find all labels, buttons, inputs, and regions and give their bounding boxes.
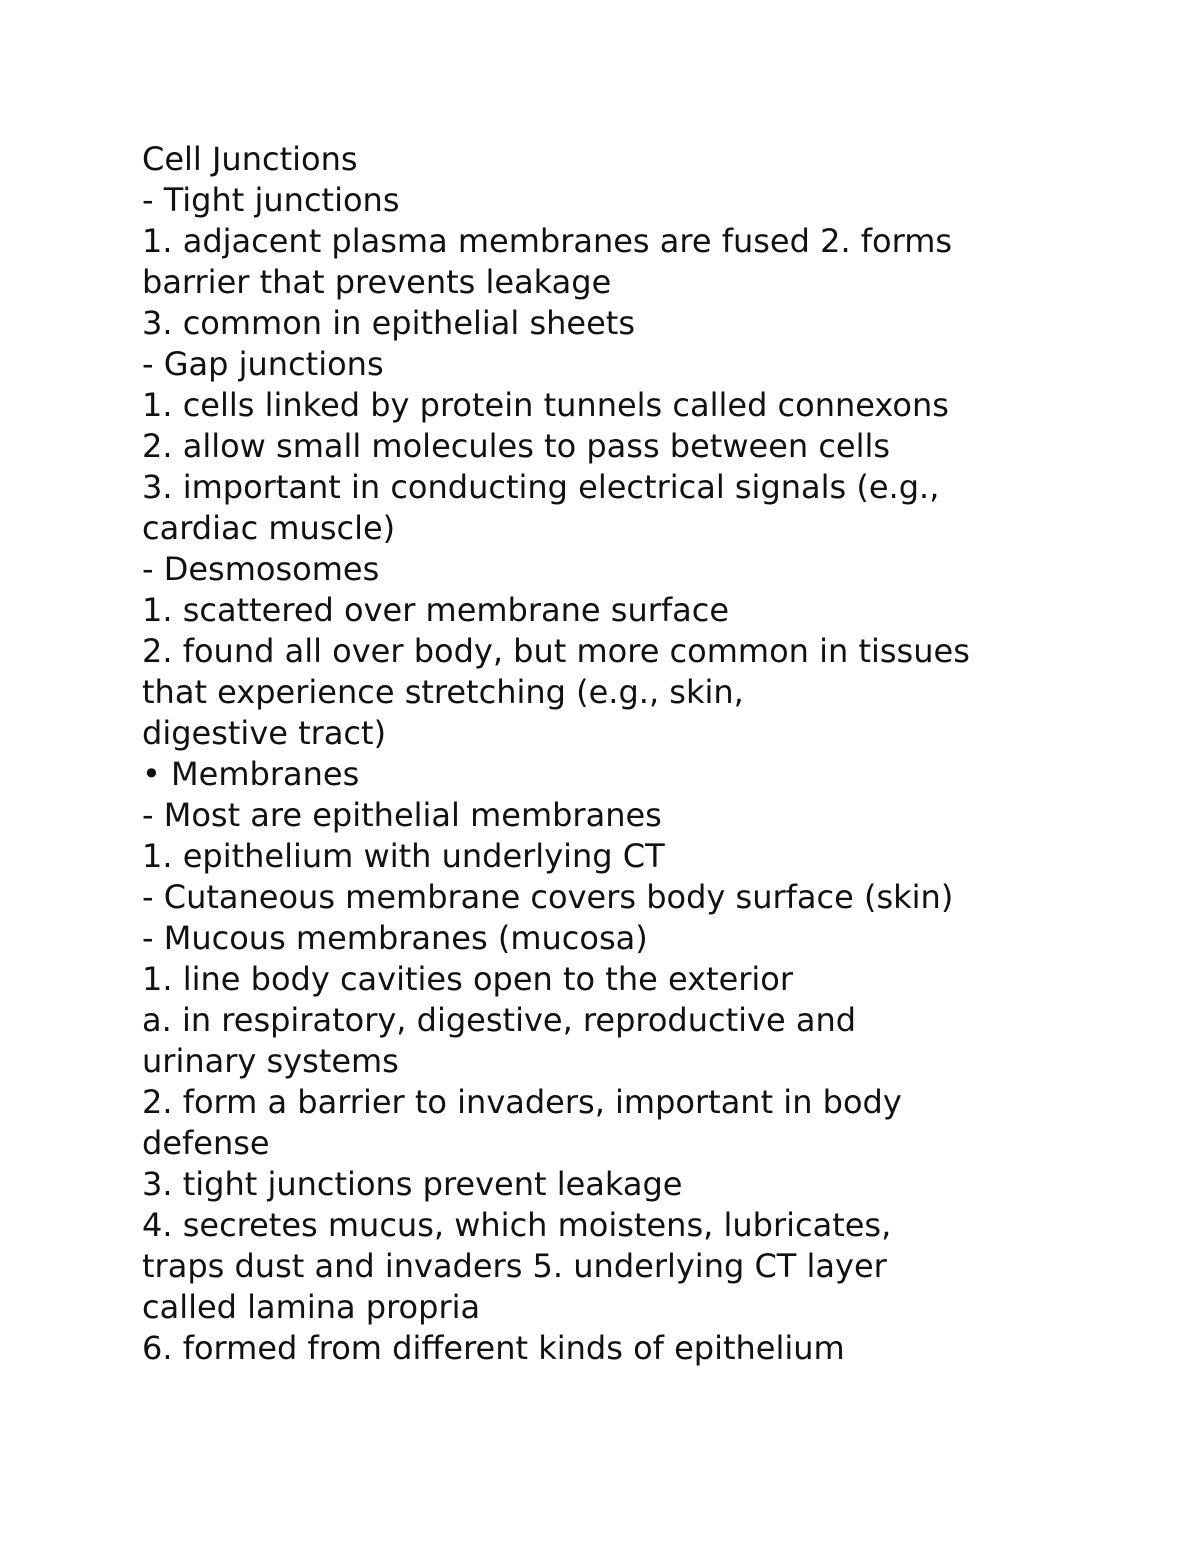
text-line: - Most are epithelial membranes <box>142 796 662 834</box>
text-line: urinary systems <box>142 1042 399 1080</box>
text-line: a. in respiratory, digestive, reproductive and <box>142 1001 857 1039</box>
text-line: cardiac muscle) <box>142 509 396 547</box>
text-line: 3. common in epithelial sheets <box>142 304 635 342</box>
text-line: 2. form a barrier to invaders, important in body <box>142 1083 902 1121</box>
text-line: 1. cells linked by protein tunnels called connexons <box>142 386 949 424</box>
text-line: traps dust and invaders 5. underlying CT layer <box>142 1247 887 1285</box>
text-line: 6. formed from different kinds of epithelium <box>142 1329 845 1367</box>
text-line: 2. found all over body, but more common in tissues <box>142 632 970 670</box>
text-line: defense <box>142 1124 270 1162</box>
document-text <box>142 139 1082 1369</box>
text-line: - Cutaneous membrane covers body surface (skin) <box>142 878 954 916</box>
text-line: 2. allow small molecules to pass between cells <box>142 427 891 465</box>
text-line: 3. important in conducting electrical signals (e.g., <box>142 468 940 506</box>
text-line: called lamina propria <box>142 1288 481 1326</box>
section-membranes: • Membranes <box>142 755 360 793</box>
text-line: 4. secretes mucus, which moistens, lubricates, <box>142 1206 892 1244</box>
text-line: 1. scattered over membrane surface <box>142 591 730 629</box>
section-gap-junctions: - Gap junctions <box>142 345 384 383</box>
text-line: barrier that prevents leakage <box>142 263 612 301</box>
text-line: - Mucous membranes (mucosa) <box>142 919 648 957</box>
text-line: 1. epithelium with underlying CT <box>142 837 665 875</box>
section-tight-junctions: - Tight junctions <box>142 181 400 219</box>
text-line: 1. adjacent plasma membranes are fused 2. forms <box>142 222 953 260</box>
text-line: that experience stretching (e.g., skin, <box>142 673 744 711</box>
document-title: Cell Junctions <box>142 140 358 178</box>
text-line: 1. line body cavities open to the exterior <box>142 960 794 998</box>
text-line: 3. tight junctions prevent leakage <box>142 1165 683 1203</box>
text-line: digestive tract) <box>142 714 387 752</box>
section-desmosomes: - Desmosomes <box>142 550 380 588</box>
